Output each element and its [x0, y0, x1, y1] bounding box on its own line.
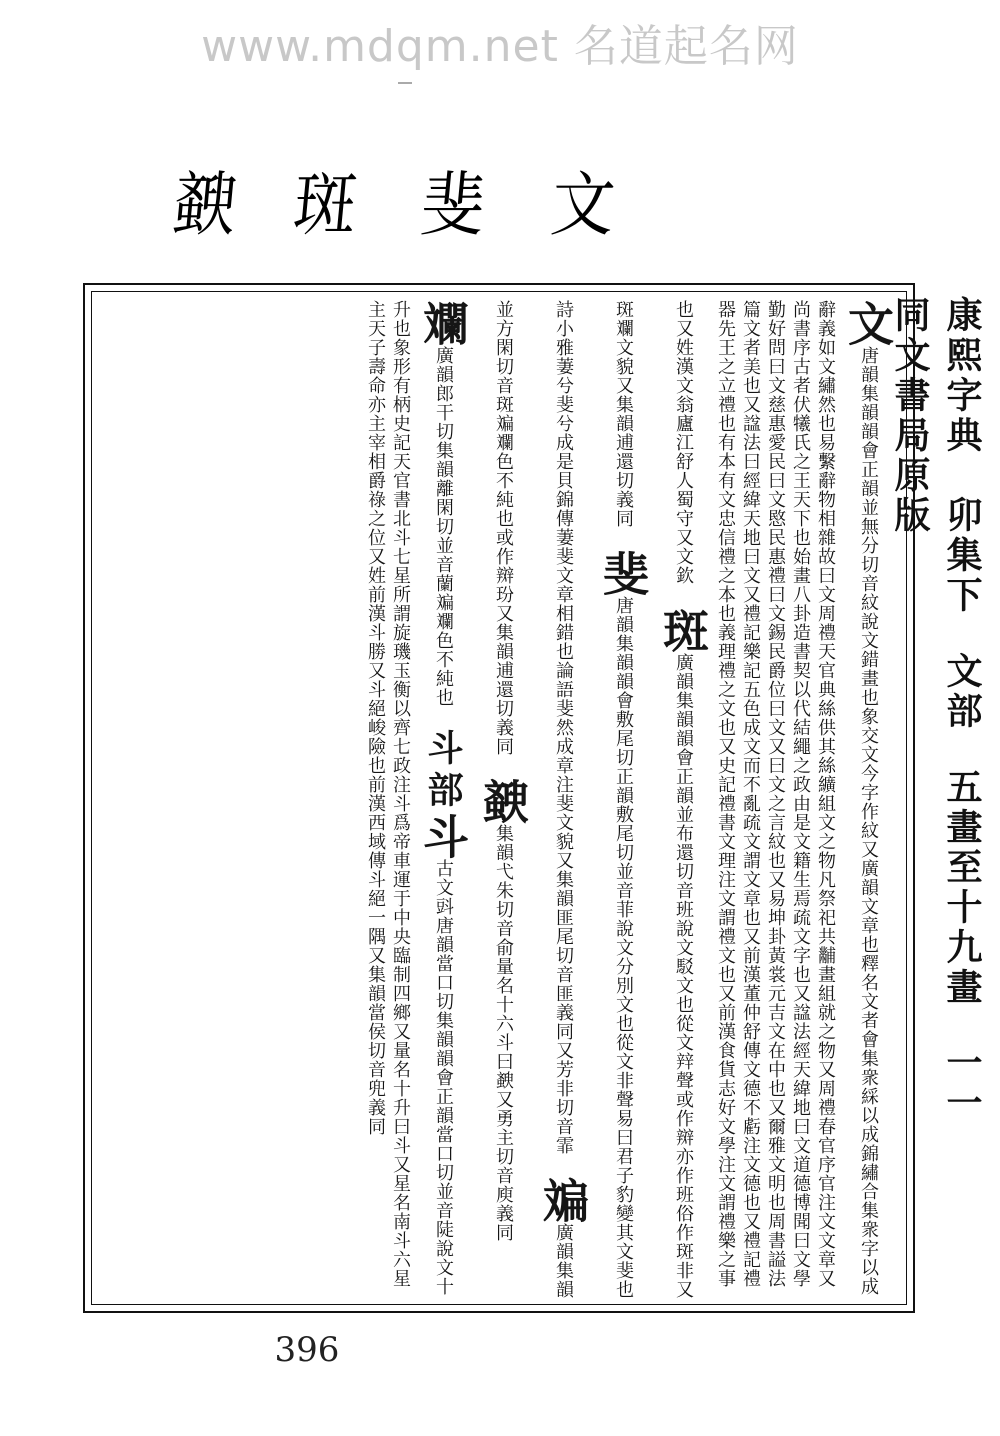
seal-script-row: [160, 160, 630, 260]
entry-text: 廣韻郎干切集韻離閑切並音蘭斒斕色不純也: [433, 346, 454, 707]
entry-text: 唐韻集韻韻會正韻並無分切音紋說文錯畫也象交文今字作紋又廣韻文章也釋名文者會集衆綵以成錦繡合集衆字以成辭義如文繡然也易繫辭物相雜故曰文周禮天官典絲供其絲纊組文之物凡祭祀共黼畫組就之物又周禮春官序官注文文章又尚書序古者伏犧氏之王天下也始畫八卦造書契以代結繩之政由是文籍生焉疏文字也又諡法經天緯地曰文道德博聞曰文學勤好問曰文慈惠愛民曰文愍民惠禮曰文錫民爵位曰文又曰文之言紋也又易坤卦黃裳元吉文在中也又爾雅文明也周書謚法篇文者美也又諡法曰經緯天地曰文又禮記樂記五色成文而不亂疏文謂文章也又前漢董仲舒傳文德不虧注文德也又禮記禮器先王之立禮也有本有文忠信禮之本也義理禮之文也又史記禮書文理注文謂禮文也又前漢食貨志好文學注文謂禮樂之事也又姓漢文翁廬江舒人蜀守又文欽: [673, 300, 879, 1296]
entry-text: 集韻弋朱切音俞量名十六斗曰斔又勇主切音庾義同: [493, 824, 514, 1242]
watermark-divider: [398, 82, 412, 84]
entry-headword: 斕: [416, 300, 470, 346]
seal-glyph: 斔: [169, 164, 241, 246]
entry-headword: 斑: [656, 607, 710, 653]
entry-text: 古文㪷唐韻當口切集韻韻會正韻當口切並音陡說文十升也象形有柄史記天官書北斗七星所謂旋璣玉衡以齊七政注斗爲帝車運于中央臨制四鄉又量名十升曰斗又星名南斗六星主天子壽命亦主宰相爵祿之位又姓前漢斗勝又斗絕峻險也前漢西域傳斗絕一隅又集韻當侯切音兜義同: [365, 300, 454, 1296]
dictionary-body: [100, 300, 898, 1300]
page-number: 396: [274, 1330, 340, 1370]
stroke-range: 五畫至十九畫: [941, 768, 983, 1008]
entry-text: 廣韻集韻韻會正韻並布還切音班說文駁文也從文辡聲或作辬亦作班俗作斑非又斑斕文貌又集韻逋還切義同: [613, 300, 694, 1299]
radical-label: 文部: [941, 652, 983, 732]
dictionary-entry: [416, 300, 470, 707]
seal-glyph: 斐: [417, 164, 489, 246]
sheet-number: 一一: [941, 1044, 983, 1124]
publisher-label: 同文書局原版: [889, 296, 931, 536]
seal-glyph: 斑: [289, 164, 361, 246]
entry-text: 唐韻集韻韻會敷尾切正韻敷尾切並音菲說文分別文也從文非聲易曰君子豹變其文斐也詩小雅萋兮斐兮成是貝錦傳萋斐文章相錯也論語斐然成章注斐文貌又集韻匪尾切音匪義同又芳非切音霏: [553, 300, 634, 1299]
dictionary-entry: [476, 778, 530, 1242]
entry-headword: 斗: [416, 813, 470, 859]
entry-headword: 文: [841, 300, 895, 346]
entry-text: 廣韻集韻並方閑切音斑斒斕色不純也或作辬玢又集韻逋還切義同: [493, 300, 574, 1299]
site-watermark: www.mdqm.net 名道起名网: [201, 21, 799, 72]
seal-glyph: 文: [547, 164, 619, 246]
collection-label: 卯集下: [941, 496, 983, 616]
margin-column: [889, 296, 988, 1336]
section-heading: 斗部: [422, 729, 464, 813]
dictionary-entry: [673, 300, 895, 1296]
entry-headword: 斔: [476, 778, 530, 824]
entry-headword: 斐: [596, 550, 650, 596]
entry-headword: 斒: [536, 1177, 590, 1223]
book-title: 康熙字典: [941, 296, 983, 456]
